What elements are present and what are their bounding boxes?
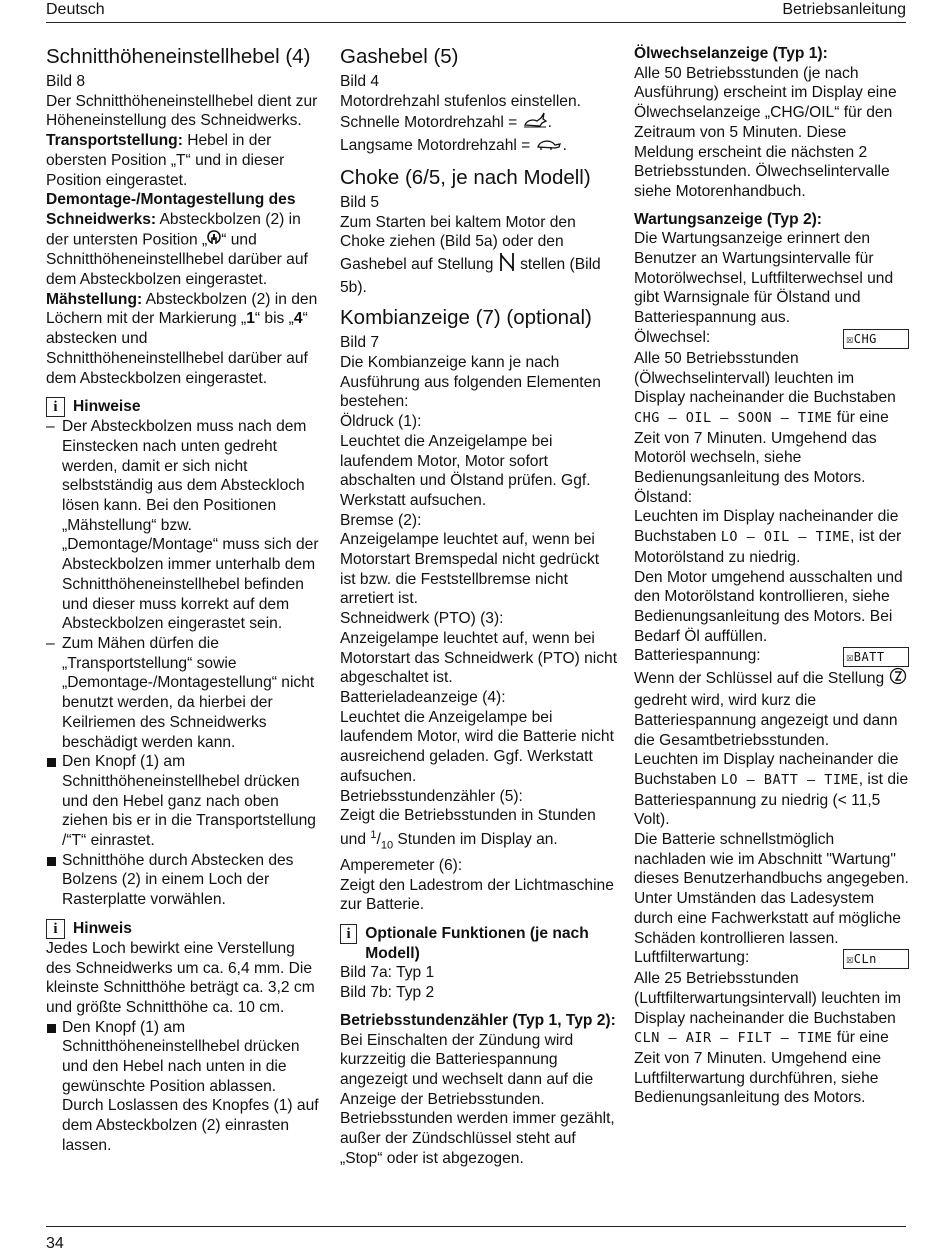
paragraph: Alle 50 Betriebsstunden (Ölwechselintervall) leuchten im Display nacheinander die Buchstaben CHG – OIL – SOON – TIME für eine Zeit von 7 Minuten. Umgehend das Motoröl wechseln, siehe Bedienungsanleitung des Motors. xyxy=(634,349,896,487)
item-label: Betriebsstundenzähler (5): xyxy=(340,787,523,805)
lcd-display-batt: ☒BATT xyxy=(843,647,909,667)
item-text: Leuchtet die Anzeigelampe bei laufendem Motor, wird die Batterie nicht ausreichend geladen. Ggf. Werkstatt aufsuchen. xyxy=(340,708,614,785)
paragraph: Jedes Loch bewirkt eine Verstellung des Schneidwerks um ca. 6,4 mm. Die kleinste Schnitthöhe beträgt ca. 3,2 cm und größte Schnitthöhe ca. 10 cm. xyxy=(46,939,315,1016)
item-label: Schneidwerk (PTO) (3): xyxy=(340,610,504,628)
item-text: Leuchtet die Anzeigelampe bei laufendem Motor, Motor sofort abschalten und Ölstand prüfen. Ggf. Werkstatt aufsuchen. xyxy=(340,432,591,509)
steps-list xyxy=(46,1018,322,1156)
paragraph-choke: Zum Starten bei kaltem Motor den Choke ziehen (Bild 5a) oder den Gashebel auf Stellung stellen (Bild 5b). xyxy=(340,213,601,296)
oil-change-row: Ölwechsel: ☒CHG xyxy=(634,328,909,349)
key-position-icon xyxy=(889,667,907,691)
header-language: Deutsch xyxy=(46,1,105,18)
subheading: Betriebsstundenzähler (Typ 1, Typ 2): xyxy=(340,1011,616,1029)
item-text: Anzeigelampe leuchtet auf, wenn bei Motorstart das Schneidwerk (PTO) nicht abgeschaltet ist. xyxy=(340,629,618,687)
figure-ref: Bild 8 xyxy=(46,73,86,90)
list-item: – Zum Mähen dürfen die „Transportstellung“ sowie „Demontage-/Montagestellung“ nicht benutzt werden, da hierbei der Keilriemen des Schneidwerks beschädigt werden kann. xyxy=(46,634,315,751)
info-icon: i xyxy=(46,397,65,417)
section-title-gas: Gashebel (5) xyxy=(340,45,459,68)
list-item: – Der Absteckbolzen muss nach dem Einstecken nach unten gedreht werden, damit er sich nicht selbstständig aus dem Absteckloch lösen kann. Bei den Positionen „Mähstellung“ bzw. „Demontage/Montage“ muss sich der Absteckbolzen immer unterhalb dem Schnitthöheneinstellhebel befinden und dieser muss korrekt auf dem Absteckbolzen eingerastet sein. xyxy=(46,418,319,633)
paragraph: Bei Einschalten der Zündung wird kurzzeitig die Batteriespannung angezeigt und wechselt dann auf die Anzeige der Betriebsstunden. Betriebsstunden werden immer gezählt, außer der Zündschlüssel steht auf „Stop“ oder ist abgezogen. xyxy=(340,1031,615,1167)
figure-ref: Bild 7 xyxy=(340,334,380,352)
term-label: Mähstellung: xyxy=(46,290,143,308)
paragraph-fast: Schnelle Motordrehzahl = . xyxy=(340,111,618,135)
air-filter-row: Luftfilterwartung: ☒CLn xyxy=(634,948,909,969)
lcd-display-chg: ☒CHG xyxy=(843,329,909,349)
hinweise-heading: i Hinweise xyxy=(46,397,322,417)
page-footer xyxy=(46,1226,906,1252)
battery-row: Batteriespannung: ☒BATT xyxy=(634,646,909,667)
lcd-display-cln: ☒CLn xyxy=(843,949,909,969)
paragraph: Die Kombianzeige kann je nach Ausführung aus folgenden Elementen bestehen: xyxy=(340,354,601,411)
item-label: Ölstand: xyxy=(634,488,693,506)
column-1 xyxy=(46,44,322,1156)
paragraph: Wenn der Schlüssel auf die Stellung gedreht wird, wird kurz die Batteriespannung angezeigt und dann die Gesamtbetriebsstunden. xyxy=(634,667,909,750)
term-label: Demontage-/Montagestellung des Schneidwerks: xyxy=(46,191,296,228)
paragraph: Die Wartungsanzeige erinnert den Benutzer an Wartungsintervalle für Motorölwechsel, Luftfilterwechsel und gibt Warnsignale für Ölstand und Batteriespannung aus. xyxy=(634,230,894,327)
page-header xyxy=(46,0,906,23)
column-2 xyxy=(340,44,618,1168)
figure-ref: Bild 7b: Typ 2 xyxy=(340,984,435,1002)
header-doc-title: Betriebsanleitung xyxy=(782,1,906,18)
figure-ref: Bild 7a: Typ 1 xyxy=(340,964,435,982)
optional-functions-heading: i Optionale Funktionen (je nach Modell) xyxy=(340,924,618,963)
item-text: Zeigt den Ladestrom der Lichtmaschine zur Batterie. xyxy=(340,876,614,914)
item-label: Öldruck (1): xyxy=(340,413,422,431)
info-icon: i xyxy=(340,924,357,944)
list-item: Den Knopf (1) am Schnitthöheneinstellhebel drücken und den Hebel ganz nach oben ziehen bis er in die Transportstellung /“T“ einrastet. xyxy=(46,752,322,851)
rabbit-icon xyxy=(522,111,548,135)
item-text: Anzeigelampe leuchtet auf, wenn bei Motorstart Bremspedal nicht gedrückt ist bzw. die Feststellbremse nicht arretiert ist. xyxy=(340,531,600,608)
paragraph: Der Schnitthöheneinstellhebel dient zur Höheneinstellung des Schneidwerks. xyxy=(46,92,318,130)
paragraph: Den Motor umgehend ausschalten und den Motorölstand kontrollieren, siehe Bedienungsanleitung des Motors. Bei Bedarf Öl auffüllen. xyxy=(634,568,903,645)
paragraph-slow: Langsame Motordrehzahl = . xyxy=(340,135,618,157)
choke-position-icon xyxy=(498,252,516,278)
column-3 xyxy=(634,44,909,1108)
list-item: Den Knopf (1) am Schnitthöheneinstellhebel drücken und den Hebel nach unten in die gewünschte Position ablassen. Durch Loslassen des Knopfes (1) auf dem Absteckbolzen (2) einrasten lassen. xyxy=(46,1018,322,1156)
item-label: Bremse (2): xyxy=(340,511,422,529)
section-title-choke: Choke (6/5, je nach Modell) xyxy=(340,165,591,189)
paragraph: Alle 50 Betriebsstunden (je nach Ausführung) erscheint im Display eine Ölwechselanzeige „CHG/OIL“ für den Zeitraum von 5 Minuten. Diese Meldung erscheint die nächsten 2 Betriebsstunden. Ölwechselintervalle siehe Motorenhandbuch. xyxy=(634,64,897,200)
paragraph-transport: Transportstellung: Hebel in der obersten Position „T“ und in dieser Position eingerastet. xyxy=(46,132,285,189)
turtle-icon xyxy=(535,135,563,157)
list-item: Schnitthöhe durch Abstecken des Bolzens (2) in einem Loch der Rasterplatte vorwählen. xyxy=(46,851,322,910)
section-title-cutting-height: Schnitthöheneinstellhebel (4) xyxy=(46,45,311,68)
term-label: Transportstellung: xyxy=(46,132,183,150)
item-label: Batterieladeanzeige (4): xyxy=(340,688,506,706)
paragraph: Motordrehzahl stufenlos einstellen. xyxy=(340,92,581,110)
item-text: Zeigt die Betriebsstunden in Stunden und $^1/_{10}$ Stunden im Display an. xyxy=(340,807,596,852)
page-number: 34 xyxy=(46,1235,64,1252)
hinweise-list xyxy=(46,417,322,910)
paragraph-maeh: Mähstellung: Absteckbolzen (2) in den Löchern mit der Markierung „1“ bis „4“ abstecken und Schnitthöheneinstellhebel darüber auf dem Absteckbolzen eingerastet. xyxy=(46,290,318,387)
subheading: Wartungsanzeige (Typ 2): xyxy=(634,210,822,228)
figure-ref: Bild 4 xyxy=(340,73,380,90)
item-label: Amperemeter (6): xyxy=(340,856,463,874)
paragraph: Leuchten im Display nacheinander die Buchstaben LO – OIL – TIME, ist der Motorölstand zu niedrig. xyxy=(634,508,902,566)
paragraph: Die Batterie schnellstmöglich nachladen wie im Abschnitt "Wartung" dieses Benutzerhandbuchs angegeben. Unter Umständen das Ladesystem durch eine Fachwerkstatt auf mögliche Schäden kontrollieren lassen. xyxy=(634,831,909,947)
hinweis-heading: i Hinweis xyxy=(46,919,322,939)
bolt-position-icon xyxy=(207,230,221,251)
paragraph: Alle 25 Betriebsstunden (Luftfilterwartungsintervall) leuchten im Display nacheinander die Buchstaben CLN – AIR – FILT – TIME für eine Zeit von 7 Minuten. Umgehend eine Luftfilterwartung durchführen, siehe Bedienungsanleitung des Motors. xyxy=(634,970,901,1107)
info-icon: i xyxy=(46,919,65,939)
paragraph-demontage: Demontage-/Montagestellung des Schneidwerks: Absteckbolzen (2) in der untersten Position „ “ und Schnitthöheneinstellhebel darüber auf dem Absteckbolzen eingerastet. xyxy=(46,191,308,289)
subheading: Ölwechselanzeige (Typ 1): xyxy=(634,45,828,62)
section-title-kombi: Kombianzeige (7) (optional) xyxy=(340,306,592,330)
figure-ref: Bild 5 xyxy=(340,193,380,211)
paragraph: Leuchten im Display nacheinander die Buchstaben LO – BATT – TIME, ist die Batteriespannung zu niedrig (< 11,5 Volt). xyxy=(634,751,909,829)
